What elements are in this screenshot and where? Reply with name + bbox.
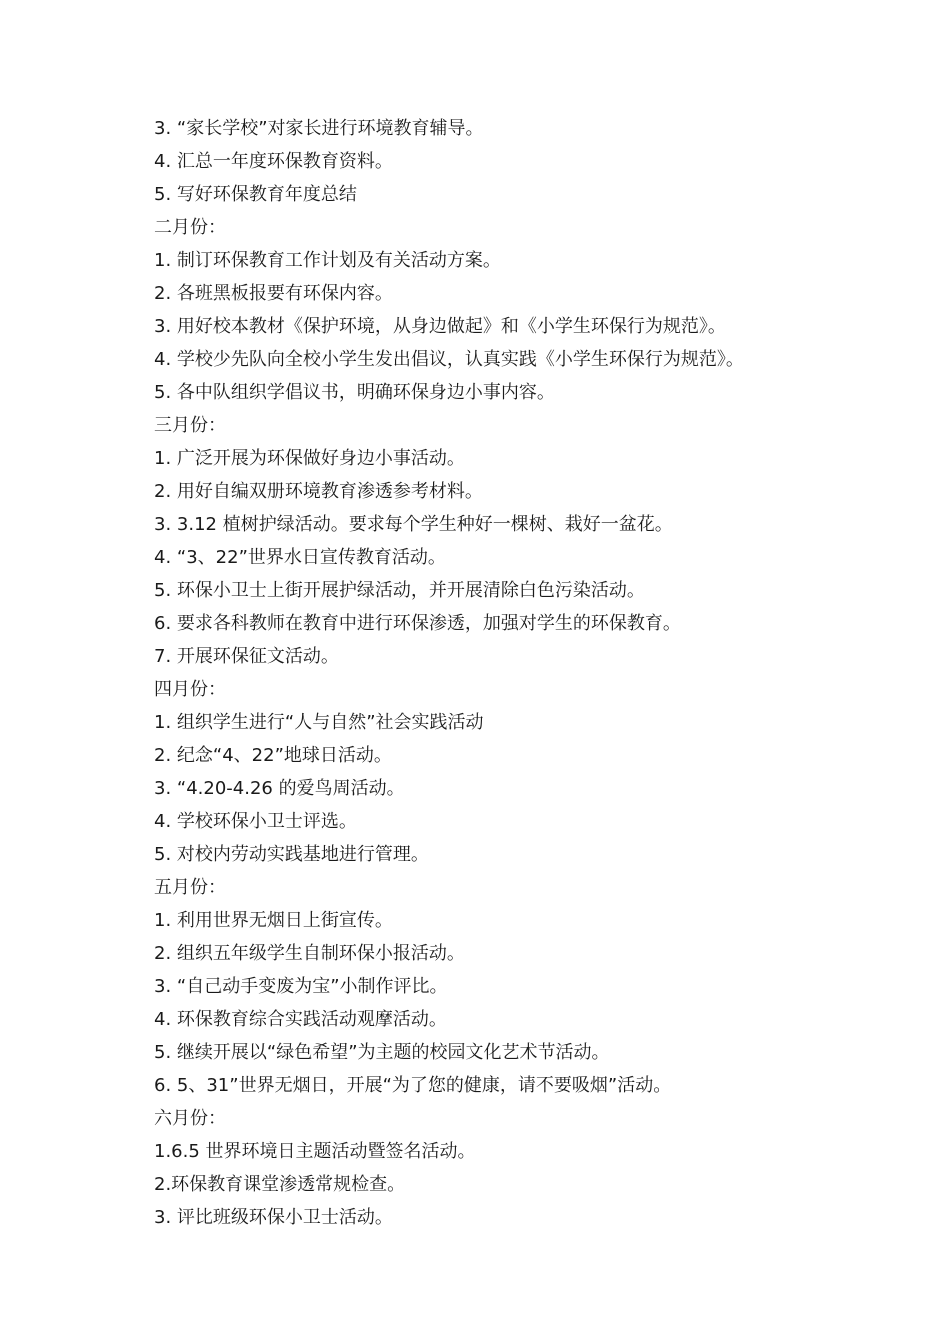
plan-line-feb-1: 1. 制订环保教育工作计划及有关活动方案。	[154, 250, 501, 271]
plan-line-feb-3: 3. 用好校本教材《保护环境，从身边做起》和《小学生环保行为规范》。	[154, 316, 726, 337]
plan-line-apr-5: 5. 对校内劳动实践基地进行管理。	[154, 844, 429, 865]
plan-line-feb-2: 2. 各班黑板报要有环保内容。	[154, 283, 393, 304]
month-heading-mar: 三月份：	[154, 415, 226, 436]
plan-line-apr-2: 2. 纪念“4、22”地球日活动。	[154, 745, 392, 766]
plan-line-may-6: 6. 5、31”世界无烟日，开展“为了您的健康，请不要吸烟”活动。	[154, 1075, 672, 1096]
plan-line-mar-2: 2. 用好自编双册环境教育渗透参考材料。	[154, 481, 483, 502]
plan-line-mar-5: 5. 环保小卫士上街开展护绿活动，并开展清除白色污染活动。	[154, 580, 645, 601]
plan-line-mar-6: 6. 要求各科教师在教育中进行环保渗透，加强对学生的环保教育。	[154, 613, 681, 634]
plan-list	[154, 112, 914, 1234]
month-heading-feb: 二月份：	[154, 217, 226, 238]
plan-line-feb-4: 4. 学校少先队向全校小学生发出倡议，认真实践《小学生环保行为规范》。	[154, 349, 744, 370]
plan-line-feb-5: 5. 各中队组织学倡议书，明确环保身边小事内容。	[154, 382, 555, 403]
month-heading-jun: 六月份：	[154, 1108, 226, 1129]
plan-line-mar-1: 1. 广泛开展为环保做好身边小事活动。	[154, 448, 465, 469]
month-heading-apr: 四月份：	[154, 679, 226, 700]
plan-line-dec-5: 5. 写好环保教育年度总结	[154, 184, 357, 205]
plan-line-apr-4: 4. 学校环保小卫士评选。	[154, 811, 357, 832]
plan-line-may-5: 5. 继续开展以“绿色希望”为主题的校园文化艺术节活动。	[154, 1042, 610, 1063]
plan-line-jun-2: 2.环保教育课堂渗透常规检查。	[154, 1174, 406, 1195]
plan-line-dec-4: 4. 汇总一年度环保教育资料。	[154, 151, 393, 172]
plan-line-jun-1: 1.6.5 世界环境日主题活动暨签名活动。	[154, 1141, 476, 1162]
plan-line-jun-3: 3. 评比班级环保小卫士活动。	[154, 1207, 393, 1228]
plan-line-mar-3: 3. 3.12 植树护绿活动。要求每个学生种好一棵树、栽好一盆花。	[154, 514, 673, 535]
plan-line-apr-1: 1. 组织学生进行“人与自然”社会实践活动	[154, 712, 484, 733]
plan-line-dec-3: 3. “家长学校”对家长进行环境教育辅导。	[154, 118, 484, 139]
plan-line-may-4: 4. 环保教育综合实践活动观摩活动。	[154, 1009, 447, 1030]
plan-line-may-2: 2. 组织五年级学生自制环保小报活动。	[154, 943, 465, 964]
plan-line-mar-4: 4. “3、22”世界水日宣传教育活动。	[154, 547, 446, 568]
month-heading-may: 五月份：	[154, 877, 226, 898]
plan-line-mar-7: 7. 开展环保征文活动。	[154, 646, 339, 667]
plan-line-may-1: 1. 利用世界无烟日上街宣传。	[154, 910, 393, 931]
plan-line-may-3: 3. “自己动手变废为宝”小制作评比。	[154, 976, 448, 997]
plan-line-apr-3: 3. “4.20-4.26 的爱鸟周活动。	[154, 778, 405, 799]
